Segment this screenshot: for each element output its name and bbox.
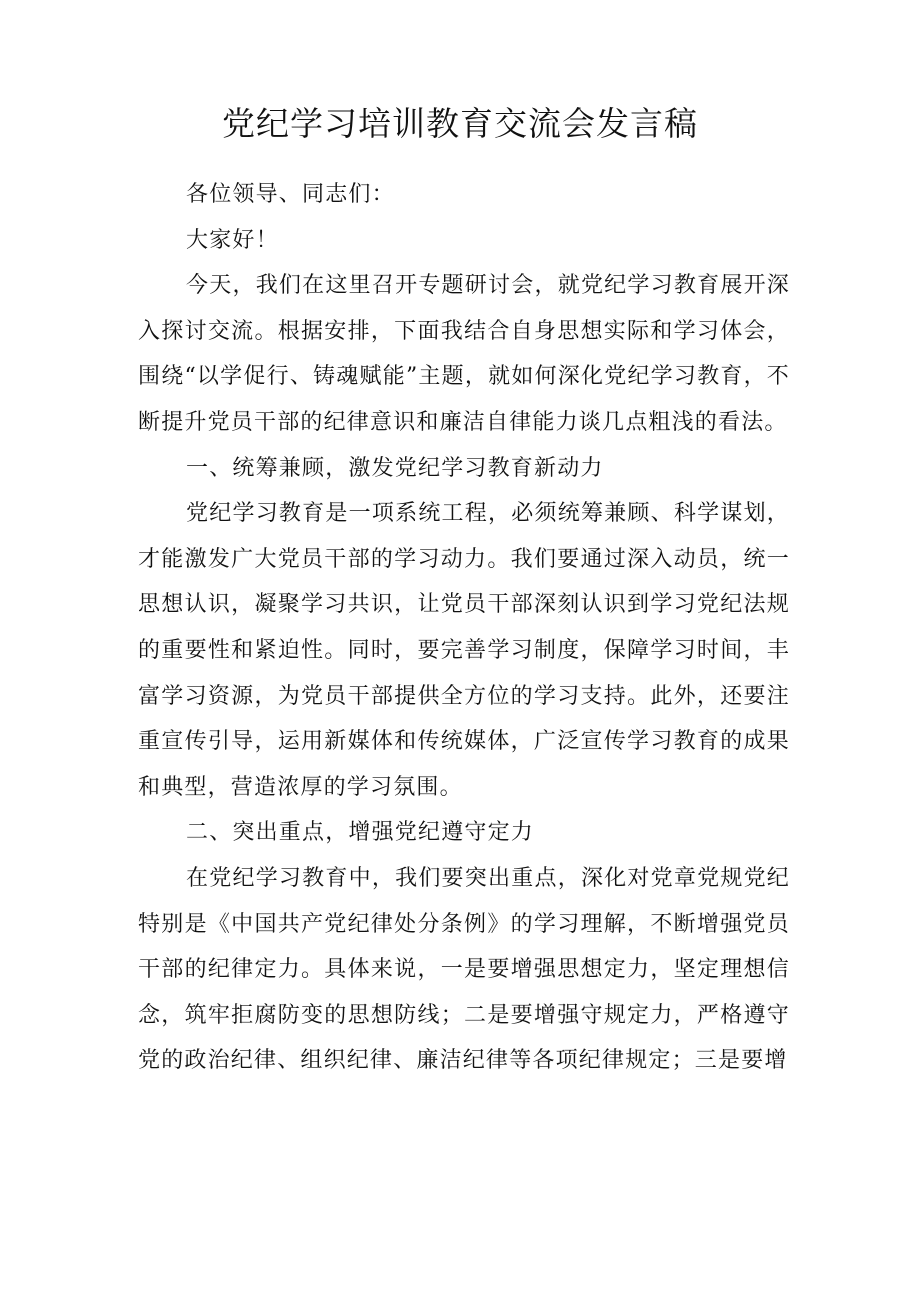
document-title: 党纪学习培训教育交流会发言稿 (222, 104, 698, 143)
intro-paragraph: 今天，我们在这里召开专题研讨会，就党纪学习教育展开深入探讨交流。根据安排，下面我结合自身思想实际和学习体会，围绕“以学促行、铸魂赋能”主题，就如何深化党纪学习教育，不断提升党员干部的纪律意识和廉洁自律能力谈几点粗浅的看法。 (138, 273, 790, 435)
greeting: 大家好！ (186, 227, 279, 253)
section-heading-1: 一、统筹兼顾，激发党纪学习教育新动力 (186, 455, 604, 481)
document-body (138, 172, 790, 1084)
salutation: 各位领导、同志们： (186, 182, 395, 207)
section-heading-2: 二、突出重点，增强党纪遵守定力 (186, 820, 535, 846)
section-1-paragraph: 党纪学习教育是一项系统工程，必须统筹兼顾、科学谋划，才能激发广大党员干部的学习动力。我们要通过深入动员，统一思想认识，凝聚学习共识，让党员干部深刻认识到学习党纪法规的重要性和紧迫性。同时，要完善学习制度，保障学习时间，丰富学习资源，为党员干部提供全方位的学习支持。此外，还要注重宣传引导，运用新媒体和传统媒体，广泛宣传学习教育的成果和典型，营造浓厚的学习氛围。 (138, 501, 790, 800)
section-2-paragraph: 在党纪学习教育中，我们要突出重点，深化对党章党规党纪特别是《中国共产党纪律处分条例》的学习理解，不断增强党员干部的纪律定力。具体来说，一是要增强思想定力，坚定理想信念，筑牢拒腐防变的思想防线；二是要增强守规定力，严格遵守党的政治纪律、组织纪律、廉洁纪律等各项纪律规定；三是要增 (138, 865, 790, 1074)
